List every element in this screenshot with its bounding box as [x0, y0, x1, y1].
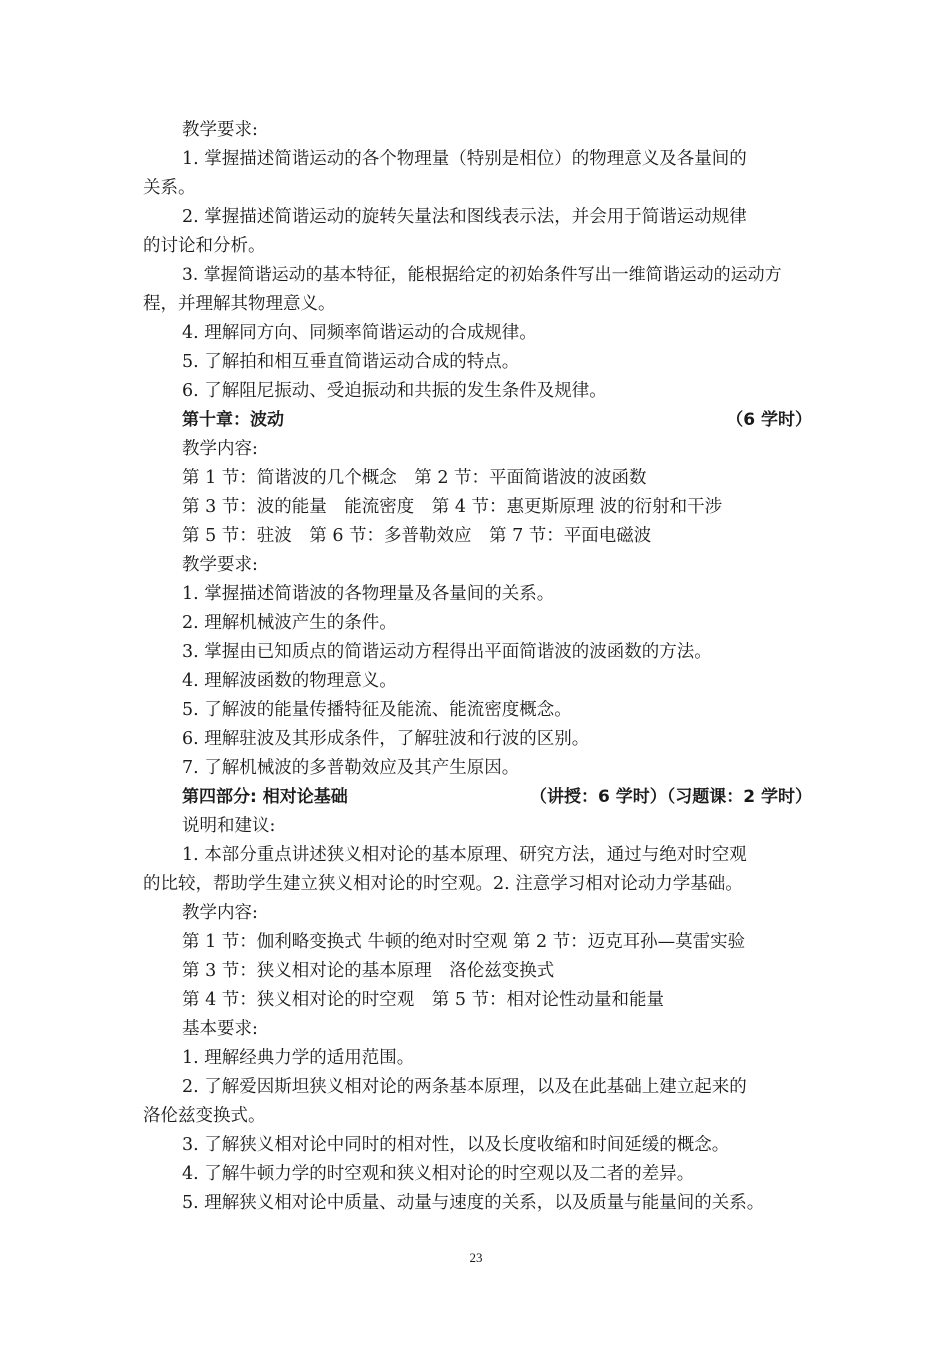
chapter-10-hours: （6 学时）: [726, 410, 812, 430]
requirement-3-line-2: 程，并理解其物理意义。: [143, 294, 336, 314]
part-4-requirement-1: 1. 理解经典力学的适用范围。: [182, 1048, 415, 1068]
part-4-heading: [182, 783, 812, 812]
part-4-requirement-4: 4. 了解牛顿力学的时空观和狭义相对论的时空观以及二者的差异。: [182, 1164, 695, 1184]
chapter-10-title: 第十章：波动: [182, 410, 284, 430]
chapter-10-heading: [182, 406, 812, 435]
chapter-10-content-heading: 教学内容:: [182, 439, 258, 459]
requirement-3-line-1: 3. 掌握简谐运动的基本特征，能根据给定的初始条件写出一维简谐运动的运动方: [182, 265, 782, 285]
part-4-title: 第四部分: 相对论基础: [182, 787, 348, 807]
chapter-10-content-3: 第 5 节：驻波 第 6 节：多普勒效应 第 7 节：平面电磁波: [182, 526, 652, 546]
part-4-content-3: 第 4 节：狭义相对论的时空观 第 5 节：相对论性动量和能量: [182, 990, 665, 1010]
requirement-1-line-2: 关系。: [143, 178, 196, 198]
part-4-requirement-3: 3. 了解狭义相对论中同时的相对性，以及长度收缩和时间延缓的概念。: [182, 1135, 730, 1155]
chapter-10-requirement-7: 7. 了解机械波的多普勒效应及其产生原因。: [182, 758, 520, 778]
part-4-notes-line-2: 的比较，帮助学生建立狭义相对论的时空观。2. 注意学习相对论动力学基础。: [143, 874, 743, 894]
chapter-10-content-1: 第 1 节：简谐波的几个概念 第 2 节：平面简谐波的波函数: [182, 468, 647, 488]
chapter-10-requirement-4: 4. 理解波函数的物理意义。: [182, 671, 397, 691]
requirement-4: 4. 理解同方向、同频率简谐运动的合成规律。: [182, 323, 537, 343]
chapter-10-requirement-1: 1. 掌握描述简谐波的各物理量及各量间的关系。: [182, 584, 555, 604]
part-4-notes-line-1: 1. 本部分重点讲述狭义相对论的基本原理、研究方法，通过与绝对时空观: [182, 845, 747, 865]
requirement-5: 5. 了解拍和相互垂直简谐运动合成的特点。: [182, 352, 520, 372]
requirements-heading: 教学要求:: [182, 120, 258, 140]
chapter-10-requirement-5: 5. 了解波的能量传播特征及能流、能流密度概念。: [182, 700, 572, 720]
requirement-2-line-2: 的讨论和分析。: [143, 236, 266, 256]
part-4-content-heading: 教学内容:: [182, 903, 258, 923]
chapter-10-content-2: 第 3 节：波的能量 能流密度 第 4 节：惠更斯原理 波的衍射和干涉: [182, 497, 723, 517]
page-number: 23: [469, 1250, 483, 1265]
requirement-6: 6. 了解阻尼振动、受迫振动和共振的发生条件及规律。: [182, 381, 607, 401]
requirement-2-line-1: 2. 掌握描述简谐运动的旋转矢量法和图线表示法，并会用于简谐运动规律: [182, 207, 747, 227]
chapter-10-requirements-heading: 教学要求:: [182, 555, 258, 575]
chapter-10-requirement-6: 6. 理解驻波及其形成条件，了解驻波和行波的区别。: [182, 729, 590, 749]
requirement-1-line-1: 1. 掌握描述简谐运动的各个物理量（特别是相位）的物理意义及各量间的: [182, 149, 747, 169]
part-4-content-2: 第 3 节：狭义相对论的基本原理 洛伦兹变换式: [182, 961, 555, 981]
chapter-10-requirement-2: 2. 理解机械波产生的条件。: [182, 613, 397, 633]
chapter-10-requirement-3: 3. 掌握由已知质点的简谐运动方程得出平面简谐波的波函数的方法。: [182, 642, 712, 662]
part-4-requirement-5: 5. 理解狭义相对论中质量、动量与速度的关系，以及质量与能量间的关系。: [182, 1193, 765, 1213]
part-4-requirement-2-line-1: 2. 了解爱因斯坦狭义相对论的两条基本原理，以及在此基础上建立起来的: [182, 1077, 747, 1097]
part-4-content-1: 第 1 节：伽利略变换式 牛顿的绝对时空观 第 2 节：迈克耳孙—莫雷实验: [182, 932, 746, 952]
part-4-requirements-heading: 基本要求:: [182, 1019, 258, 1039]
part-4-hours: （讲授：6 学时）（习题课：2 学时）: [530, 787, 812, 807]
part-4-requirement-2-line-2: 洛伦兹变换式。: [143, 1106, 266, 1126]
part-4-notes-heading: 说明和建议:: [182, 816, 276, 836]
